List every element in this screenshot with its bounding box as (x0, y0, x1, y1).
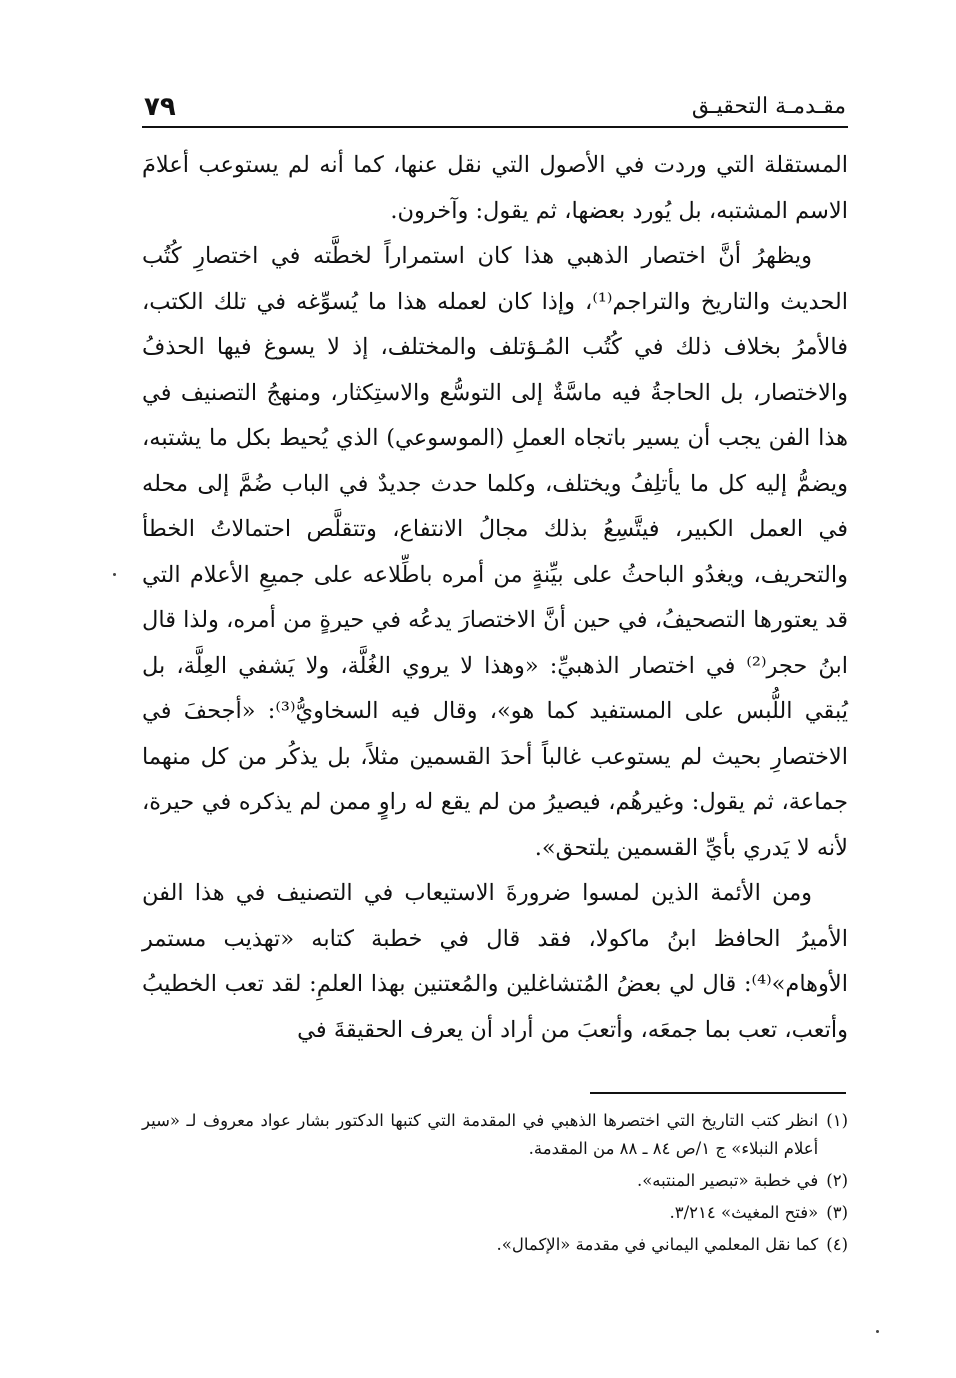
footnote-mark: (٢) (826, 1171, 848, 1190)
footnote-text: انظر كتب التاريخ التي اختصرها الذهبي في المقدمة التي كتبها الدكتور بشار عواد معروف لـ «سير أعلام النبلاء» ج ١/ص ٨٤ ـ ٨٨ من المقدمة. (142, 1111, 819, 1158)
footnote (142, 1167, 848, 1195)
page-number: ٧٩ (144, 92, 176, 122)
scan-speck (876, 1330, 879, 1333)
footnote (142, 1107, 848, 1163)
page-header (142, 92, 848, 128)
paragraph: ومن الأئمة الذين لمسوا ضرورةَ الاستيعاب في التصنيف في هذا الفن الأميرُ الحافظ ابنُ ماكولا، فقد قال في خطبة كتابه «تهذيب مستمر الأوهام»⁽⁴⁾: قال لي بعضُ المُتشاغلين والمُعتنين بهذا العلمِ: لقد تعب الخطيبُ وأتعب، تعب بما جمعَه، وأتعبَ من أراد أن يعرف الحقيقةَ في (142, 880, 848, 1043)
footnote (142, 1199, 848, 1227)
running-title: مقـدمـة التحقيـق (691, 94, 846, 119)
footnotes (142, 1107, 848, 1263)
footnote-mark: (٣) (826, 1203, 848, 1222)
footnote-mark: (١) (826, 1111, 848, 1130)
footnote-text: «فتح المغيث» ٣/٢١٤. (669, 1203, 819, 1222)
paragraph: ويظهرُ أنَّ اختصار الذهبي هذا كان استمراراً لخطَّته في اختصارِ كُتُب الحديث والتاريخ والتراجم⁽¹⁾، وإذا كان لعمله هذا ما يُسوِّغه في تلك الكتب، فالأمرُ بخلاف ذلك في كُتُب المُـؤتلف والمختلف، إذ لا يسوغ فيها الحذفُ والاختصار، بل الحاجةُ فيه ماسَّةٌ إلى التوسُّع والاستِكثار، ومنهجُ التصنيف في هذا الفن يجب أن يسير باتجاه العملِ (الموسوعي) الذي يُحيط بكل ما يشتبه، ويضمُّ إليه كل ما يأتلِفُ ويختلف، وكلما حدث جديدٌ في الباب ضُمَّ إلى محله في العمل الكبير، فيتَّسِعُ بذلك مجالُ الانتفاع، وتتقلَّص احتمالاتُ الخطأ والتحريف، ويغدُو الباحثُ على بيِّنةٍ من أمره باطِّلاعه على جميعِ الأعلام التي قد يعتورها التصحيفُ، في حين أنَّ الاختصارَ يدعُه في حيرةٍ من أمره، ولذا قال ابنُ حجر⁽²⁾ في اختصار الذهبيِّ: «وهذا لا يروي الغُلَّة، ولا يَشفي العِلَّة، بل يُبقي اللُّبس على المستفيد كما هو»، وقال فيه السخاويُّ⁽³⁾: «أجحفَ في الاختصارِ بحيث لم يستوعب غالباً أحدَ القسمين مثلاً، بل يذكُر من كل منهما جماعة، ثم يقول: وغيرهُم، فيصيرُ من لم يقع له راوٍ ممن لم يذكره في حيرة، لأنه لا يَدري بأيِّ القسمين يلتحق». (142, 243, 848, 861)
paragraph: المستقلة التي وردت في الأصول التي نقل عنها، كما أنه لم يستوعب أعلامَ الاسم المشتبه، بل يُورد بعضها، ثم يقول: وآخرون. (142, 152, 848, 224)
main-text (142, 143, 848, 1053)
scan-speck (113, 573, 116, 576)
footnote-text: كما نقل المعلمي اليماني في مقدمة «الإكمال». (496, 1235, 819, 1254)
footnote-text: في خطبة «تبصير المنتبه». (636, 1171, 819, 1190)
footnote-separator (590, 1092, 846, 1094)
footnote (142, 1231, 848, 1259)
footnote-mark: (٤) (826, 1235, 848, 1254)
